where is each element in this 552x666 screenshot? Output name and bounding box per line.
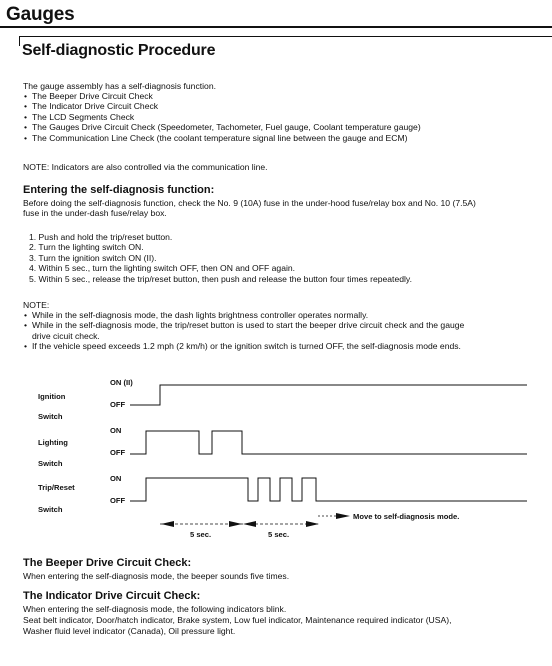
beeper-text: When entering the self-diagnosis mode, the beeper sounds five times. [23, 571, 290, 581]
indicator-line2: Seat belt indicator, Door/hatch indicator, Brake system, Low fuel indicator, Maintenance required indicator (USA), [23, 615, 452, 625]
page-header [0, 0, 552, 30]
ignition-label-2: Switch [38, 412, 63, 421]
trip-reset-signal [130, 478, 527, 501]
section-title: Self-diagnostic Procedure [22, 42, 216, 59]
ignition-label: Ignition [38, 392, 66, 401]
list-item: • The LCD Segments Check [23, 112, 421, 122]
steps-list [29, 232, 412, 284]
beeper-heading: The Beeper Drive Circuit Check: [23, 557, 192, 569]
list-item: • The Indicator Drive Circuit Check [23, 101, 421, 111]
arrow-right-icon [336, 513, 350, 519]
lighting-on-label: ON [110, 426, 122, 435]
intro-list [23, 91, 421, 143]
list-item: • If the vehicle speed exceeds 1.2 mph (2 km/h) or the ignition switch is turned OFF, the self-diagnosis mode ends. [23, 341, 461, 351]
list-item: • The Gauges Drive Circuit Check (Speedometer, Tachometer, Fuel gauge, Coolant temperature gauge) [23, 122, 421, 132]
step-item: 2. Turn the lighting switch ON. [29, 242, 144, 253]
lighting-off-label: OFF [110, 448, 126, 457]
indicator-heading: The Indicator Drive Circuit Check: [23, 590, 201, 602]
list-item: • While in the self-diagnosis mode, the trip/reset button is used to start the beeper drive circuit check and the gauge [23, 320, 464, 330]
header-rule [0, 26, 552, 28]
step-item: 3. Turn the ignition switch ON (II). [29, 252, 157, 263]
notes-list [23, 310, 464, 331]
entering-para-line2: fuse in the under-dash fuse/relay box. [23, 208, 167, 218]
arrow-right-icon [243, 521, 256, 527]
trip-reset-on-label: ON [110, 474, 122, 483]
lighting-signal [130, 431, 527, 454]
list-item: • The Beeper Drive Circuit Check [23, 91, 421, 101]
trip-reset-label-2: Switch [38, 505, 63, 514]
interval-1-label: 5 sec. [190, 530, 212, 539]
interval-2-label: 5 sec. [268, 530, 290, 539]
arrow-left-icon [229, 521, 242, 527]
lighting-label: Lighting [38, 438, 68, 447]
indicator-line1: When entering the self-diagnosis mode, the following indicators blink. [23, 604, 287, 614]
step-item: 5. Within 5 sec., release the trip/reset button, then push and release the button four times repeatedly. [29, 273, 412, 284]
note-label: NOTE: [23, 300, 50, 310]
section-rule [19, 36, 552, 37]
arrow-left-icon [306, 521, 319, 527]
step-item: 4. Within 5 sec., turn the lighting switch OFF, then ON and OFF again. [29, 263, 296, 274]
trip-reset-off-label: OFF [110, 496, 126, 505]
intro-lead: The gauge assembly has a self-diagnosis function. [23, 81, 216, 91]
notes-list-end [23, 341, 461, 351]
mode-label: Move to self-diagnosis mode. [353, 512, 460, 521]
page-title: Gauges [6, 4, 75, 25]
trip-reset-label: Trip/Reset [38, 483, 75, 492]
step-item: 1. Push and hold the trip/reset button. [29, 232, 173, 242]
intro-note: NOTE: Indicators are also controlled via the communication line. [23, 162, 268, 172]
ignition-off-label: OFF [110, 400, 126, 409]
indicator-line3: Washer fluid level indicator (Canada), Oil pressure light. [23, 626, 236, 636]
entering-heading: Entering the self-diagnosis function: [23, 184, 215, 196]
arrow-right-icon [161, 521, 174, 527]
ignition-on-label: ON (II) [110, 378, 133, 387]
note-continuation: drive cicuit check. [32, 331, 100, 341]
lighting-label-2: Switch [38, 459, 63, 468]
list-item: • The Communication Line Check (the coolant temperature signal line between the gauge and ECM) [23, 133, 421, 143]
list-item: • While in the self-diagnosis mode, the dash lights brightness controller operates normally. [23, 310, 464, 320]
timing-diagram [0, 370, 552, 545]
entering-para-line1: Before doing the self-diagnosis function, check the No. 9 (10A) fuse in the under-hood fuse/relay box and No. 10 (7.5A) [23, 198, 476, 208]
ignition-signal [130, 385, 527, 405]
section-rule-corner [19, 36, 20, 46]
